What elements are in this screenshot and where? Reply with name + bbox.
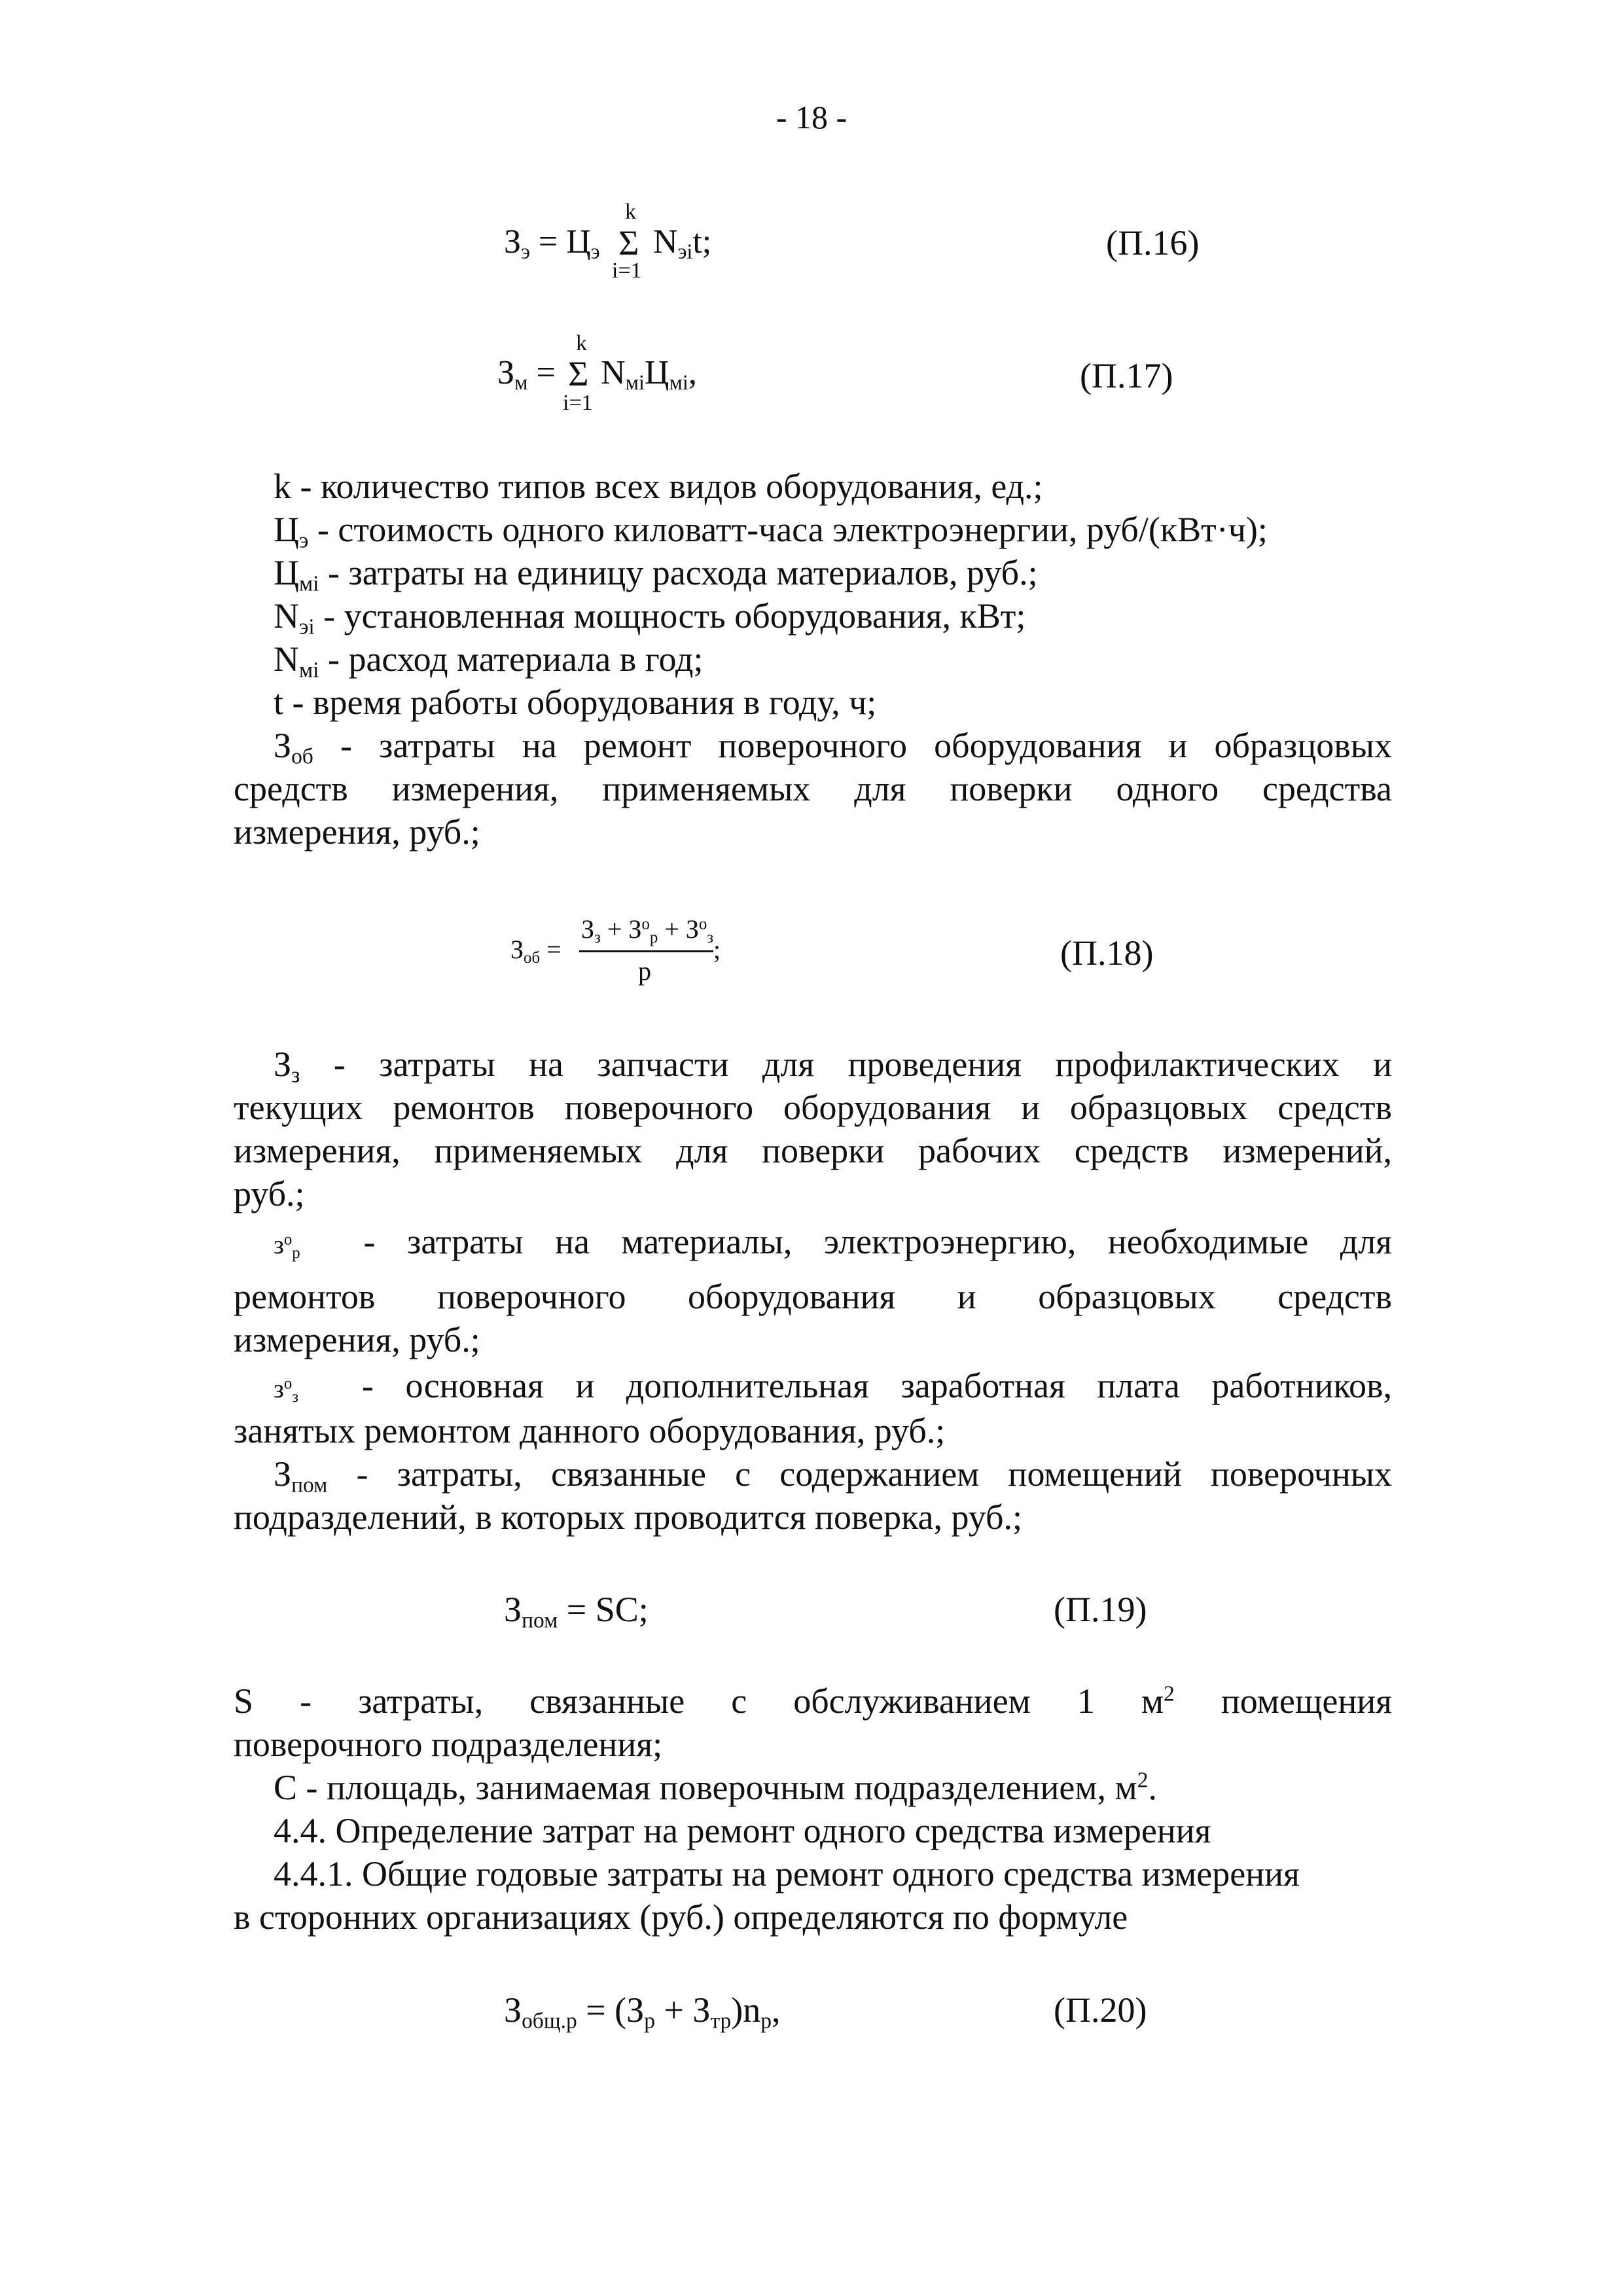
def-zp-line1: $з^о_р$ - затраты на материалы, электроэнергию, необходимые для [274, 1222, 1392, 1262]
section-4-4-1-line1: 4.4.1. Общие годовые затраты на ремонт одного средства измерения [274, 1854, 1300, 1893]
formula-p20-number: (П.20) [1054, 1990, 1147, 2030]
def-t: t - время работы оборудования в году, ч; [274, 683, 877, 722]
formula-p18-number: (П.18) [1060, 933, 1154, 973]
formula-p19-number: (П.19) [1054, 1590, 1147, 1629]
def-s-line1: S - затраты, связанные с обслуживанием 1 $м^2$ помещения [234, 1681, 1393, 1721]
section-4-4-heading: 4.4. Определение затрат на ремонт одного средства измерения [274, 1811, 1211, 1850]
def-zz-line2: текущих ремонтов поверочного оборудования и образцовых средств [234, 1088, 1392, 1127]
def-zz-line3: измерения, применяемых для поверки рабочих средств измерений, [234, 1131, 1392, 1170]
def-c: С - площадь, занимаемая поверочным подразделением, $м^2$. [274, 1768, 1157, 1807]
def-s-line2: поверочного подразделения; [234, 1725, 663, 1764]
def-zzo-line1: $з^о_з$ - основная и дополнительная заработная плата работников, [274, 1366, 1392, 1406]
def-zob-line3: измерения, руб.; [234, 812, 480, 852]
def-zp-line3: измерения, руб.; [234, 1320, 480, 1359]
def-zob-line2: средств измерения, применяемых для поверки одного средства [234, 769, 1392, 808]
section-4-4-1-line2: в сторонних организациях (руб.) определяются по формуле [234, 1897, 1128, 1937]
def-zzo-line2: занятых ремонтом данного оборудования, руб.; [234, 1411, 946, 1450]
def-zpom-line2: подразделений, в которых проводится поверка, руб.; [234, 1498, 1023, 1537]
page-number: - 18 - [776, 99, 847, 135]
formula-p19: $З_{пом}$ = SC; [504, 1590, 649, 1633]
def-k: k - количество типов всех видов оборудования, ед.; [274, 467, 1043, 506]
def-nmi: $N_{мi}$ - расход материала в год; [274, 639, 704, 683]
def-tsmi: $Ц_{мi}$ - затраты на единицу расхода материалов, руб.; [274, 553, 1038, 596]
formula-p20: $З_{общ.р} = (З_р + З_{тр})n_р$, [504, 1990, 781, 2034]
def-zz-line1: $З_з$ - затраты на запчасти для проведения профилактических и [274, 1045, 1393, 1088]
def-zob-line1: $З_{об}$ - затраты на ремонт поверочного оборудования и образцовых [274, 726, 1392, 769]
def-zp-line2: ремонтов поверочного оборудования и образцовых средств [234, 1277, 1392, 1316]
formula-p16-number: (П.16) [1106, 223, 1200, 262]
def-nei: $N_{эi}$ - установленная мощность оборудования, кВт; [274, 596, 1026, 639]
def-zz-line4: руб.; [234, 1174, 305, 1213]
def-zpom-line1: $З_{пом}$ - затраты, связанные с содержанием помещений поверочных [274, 1454, 1393, 1498]
formula-p17-number: (П.17) [1080, 356, 1173, 395]
def-tse: $Ц_э$ - стоимость одного киловатт-часа электроэнергии, руб/(кВт·ч); [274, 510, 1268, 553]
